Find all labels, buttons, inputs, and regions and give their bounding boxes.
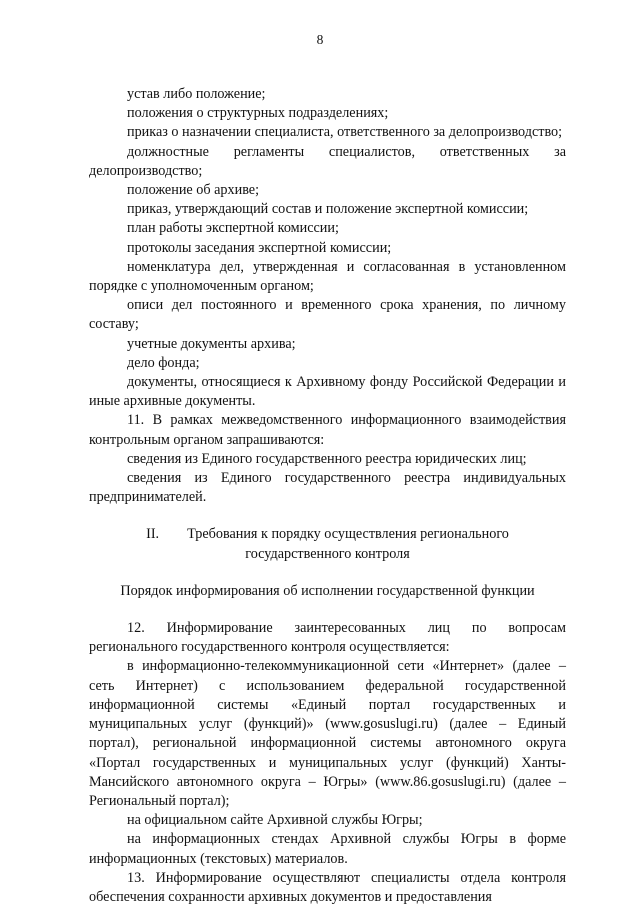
clause-11-item: сведения из Единого государственного реестра индивидуальных предпринимателей. bbox=[89, 470, 566, 506]
list-item: положения о структурных подразделениях; bbox=[127, 105, 389, 122]
section-number: II. bbox=[146, 526, 160, 543]
clause-12-item: на информационных стендах Архивной службы Югры в форме информационных (текстовых) материалов. bbox=[89, 831, 566, 867]
clause-13: 13. Информирование осуществляют специалисты отдела контроля обеспечения сохранности архивных документов и предоставления bbox=[89, 869, 566, 905]
section-heading bbox=[89, 525, 566, 544]
clause-12-item: в информационно-телекоммуникационной сети «Интернет» (далее – сеть Интернет) с использованием федеральной государственной информационной системы «Единый портал государственных и муниципальных услуг (функций)» (www.gosuslugi.ru) (далее – Единый портал), региональной информационной системы автономного округа «Портал государственных и муниципальных услуг (функций) Ханты-Мансийского автономного округа – Югры» (www.86.gosuslugi.ru) (далее – Региональный портал); bbox=[89, 658, 566, 809]
clause-11: 11. В рамках межведомственного информационного взаимодействия контрольным органом запрашиваются: bbox=[89, 412, 566, 448]
list-item: план работы экспертной комиссии; bbox=[127, 220, 339, 237]
list-item: протоколы заседания экспертной комиссии; bbox=[127, 239, 392, 256]
list-item: приказ о назначении специалиста, ответственного за делопроизводство; bbox=[127, 124, 563, 141]
list-item: должностные регламенты специалистов, ответственных за делопроизводство; bbox=[89, 143, 566, 179]
section-subtitle: Порядок информирования об исполнении государственной функции bbox=[120, 582, 535, 599]
list-item: номенклатура дел, утвержденная и согласованная в установленном порядке с уполномоченным органом; bbox=[89, 258, 566, 295]
clause-11-item: сведения из Единого государственного реестра юридических лиц; bbox=[127, 450, 527, 467]
section-title-line1: Требования к порядку осуществления регионального bbox=[187, 526, 509, 543]
list-item: учетные документы архива; bbox=[127, 335, 296, 352]
list-item: описи дел постоянного и временного срока хранения, по личному составу; bbox=[89, 297, 566, 333]
list-item: устав либо положение; bbox=[127, 86, 266, 102]
clause-12: 12. Информирование заинтересованных лиц по вопросам регионального государственного контроля осуществляется: bbox=[89, 620, 566, 656]
document-body bbox=[89, 85, 566, 907]
clause-12-item: на официальном сайте Архивной службы Югры; bbox=[127, 812, 423, 829]
section-title-line2: государственного контроля bbox=[245, 545, 410, 562]
page-number: 8 bbox=[316, 32, 324, 47]
list-item: дело фонда; bbox=[127, 354, 200, 371]
list-item: положение об архиве; bbox=[127, 182, 260, 199]
list-item: документы, относящиеся к Архивному фонду Российской Федерации и иные архивные документы. bbox=[89, 374, 566, 410]
list-item: приказ, утверждающий состав и положение экспертной комиссии; bbox=[127, 201, 529, 218]
